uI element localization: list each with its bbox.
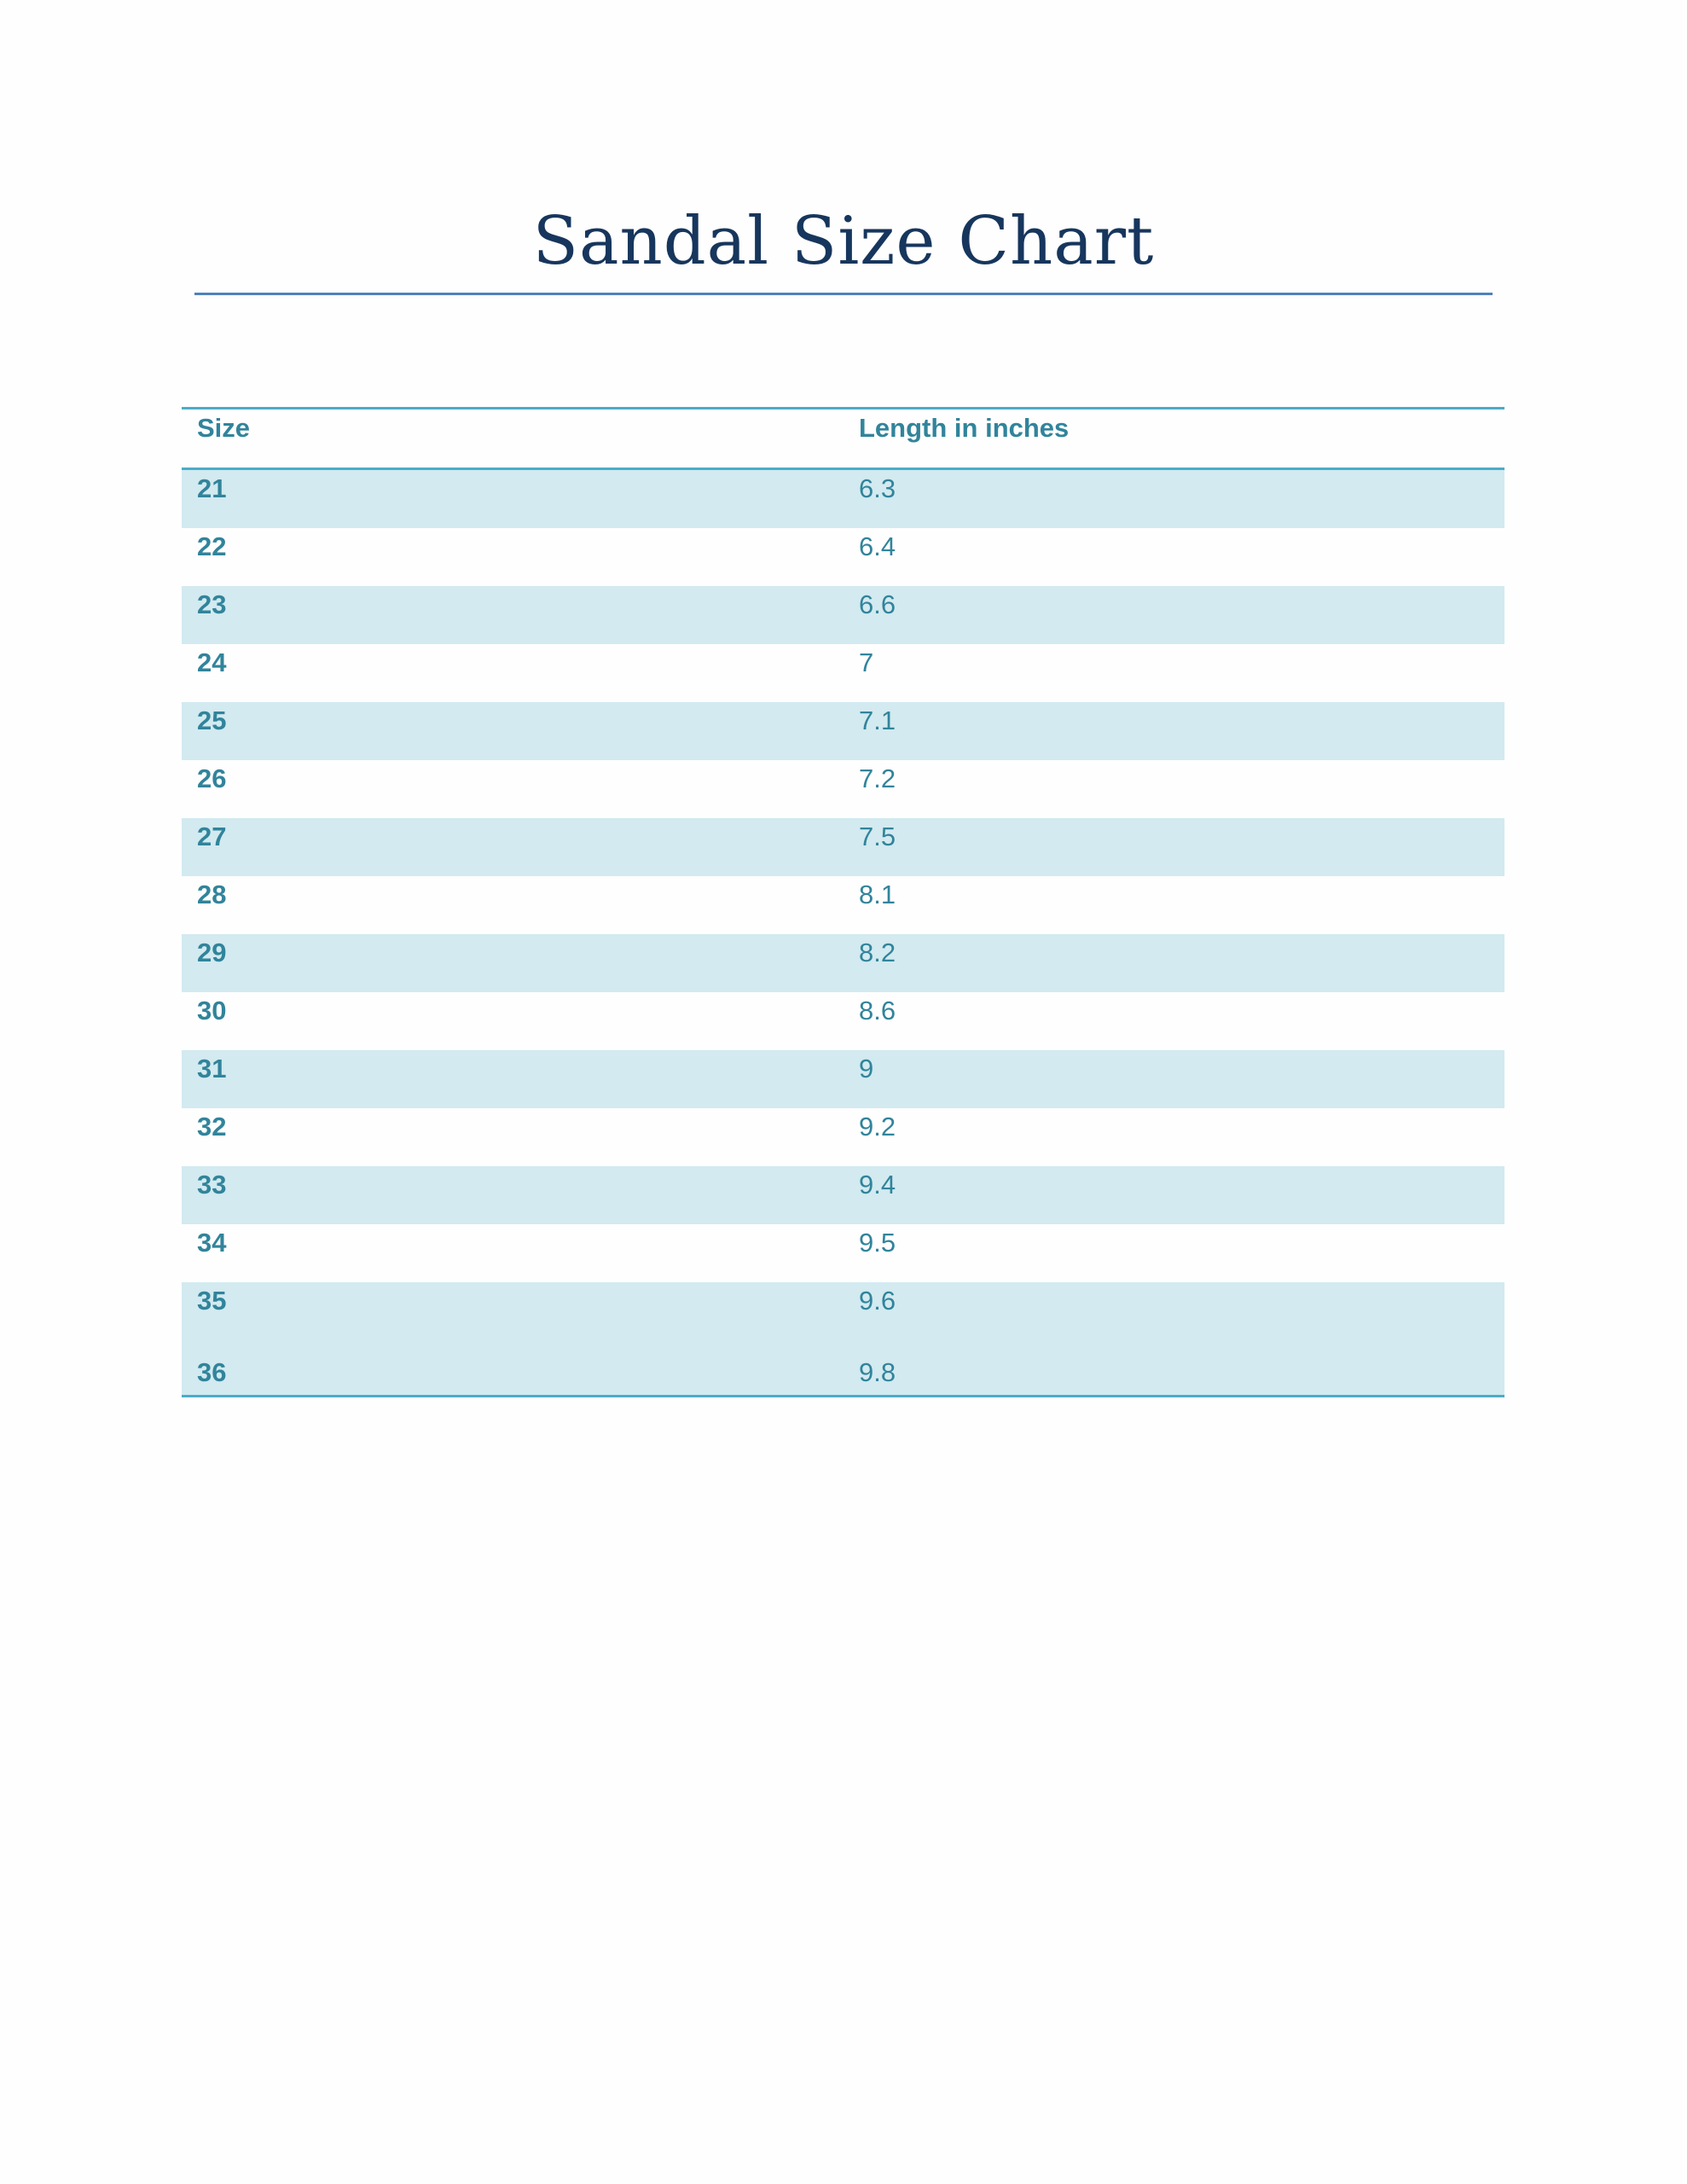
table-row [182, 644, 1504, 702]
size-cell: 26 [197, 764, 227, 793]
size-cell: 24 [197, 648, 227, 677]
size-cell: 23 [182, 586, 844, 644]
length-cell: 6.6 [844, 586, 1504, 644]
size-cell: 29 [182, 934, 844, 992]
size-chart-table [182, 407, 1504, 1397]
page-title: Sandal Size Chart [532, 203, 1155, 280]
length-cell: 7.1 [844, 702, 1504, 760]
table-row [182, 528, 1504, 586]
table-header-row [182, 409, 1504, 469]
length-cell: 8.6 [859, 996, 896, 1025]
size-cell: 21 [182, 469, 844, 529]
size-cell: 34 [197, 1228, 227, 1258]
table-row [182, 1224, 1504, 1282]
length-cell: 8.1 [859, 880, 896, 909]
size-cell: 33 [182, 1166, 844, 1224]
title-underline [194, 293, 1493, 295]
length-cell: 8.2 [844, 934, 1504, 992]
length-cell: 9.2 [859, 1112, 896, 1141]
table-row [182, 1050, 1504, 1108]
length-cell: 9.8 [844, 1354, 1504, 1397]
length-cell: 7 [859, 648, 874, 677]
length-cell: 7.2 [859, 764, 896, 793]
size-cell: 36 [182, 1354, 844, 1397]
header-size: Size [182, 409, 844, 469]
table-row [182, 1166, 1504, 1224]
size-cell: 32 [197, 1112, 227, 1141]
length-cell: 9 [844, 1050, 1504, 1108]
length-cell: 9.6 [844, 1282, 1504, 1354]
length-cell: 7.5 [844, 818, 1504, 876]
header-length: Length in inches [844, 409, 1504, 469]
table-row [182, 760, 1504, 818]
size-cell: 22 [197, 531, 227, 561]
size-cell: 25 [182, 702, 844, 760]
table-row [182, 1354, 1504, 1397]
table-row [182, 702, 1504, 760]
size-cell: 28 [197, 880, 227, 909]
table-row [182, 876, 1504, 934]
size-cell: 27 [182, 818, 844, 876]
length-cell: 6.4 [859, 531, 896, 561]
table-row [182, 1282, 1504, 1354]
length-cell: 6.3 [844, 469, 1504, 529]
table-row [182, 1108, 1504, 1166]
table-row [182, 992, 1504, 1050]
size-cell: 31 [182, 1050, 844, 1108]
table-row [182, 586, 1504, 644]
table-row [182, 818, 1504, 876]
table-row [182, 469, 1504, 529]
size-cell: 30 [197, 996, 227, 1025]
table-row [182, 934, 1504, 992]
length-cell: 9.4 [844, 1166, 1504, 1224]
length-cell: 9.5 [859, 1228, 896, 1258]
size-cell: 35 [182, 1282, 844, 1354]
